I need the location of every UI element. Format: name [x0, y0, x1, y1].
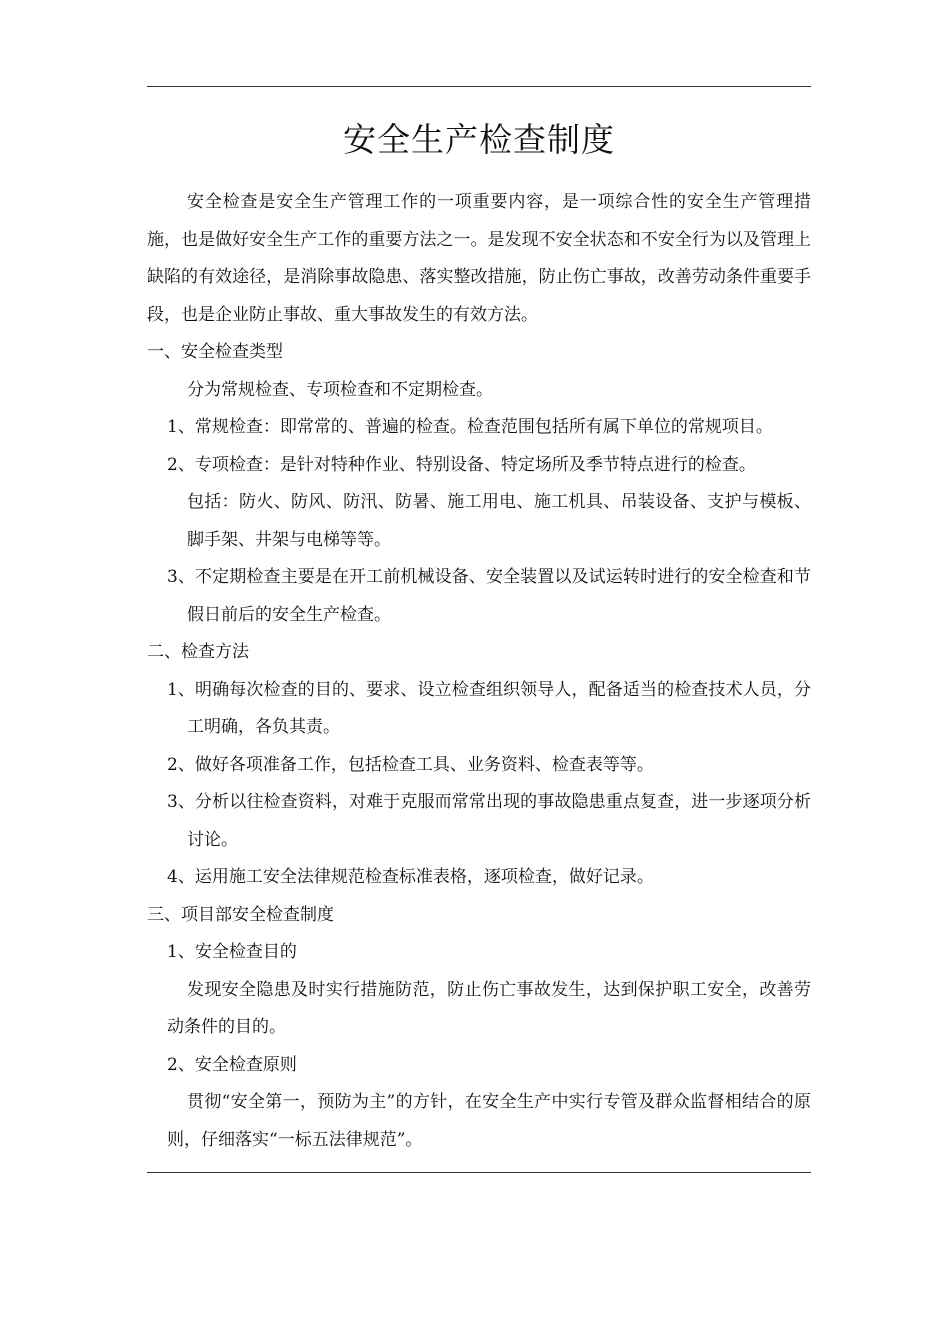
list-item: 3、不定期检查主要是在开工前机械设备、安全装置以及试运转时进行的安全检查和节假日前后的安全生产检查。 [167, 567, 811, 625]
subsection-principle-text: 贯彻“安全第一，预防为主”的方针，在安全生产中实行专管及群众监督相结合的原则，仔细落实“一标五法律规范”。 [167, 1092, 811, 1150]
header-rule [147, 86, 811, 87]
section-types-lead: 分为常规检查、专项检查和不定期检查。 [187, 379, 493, 400]
section-heading-methods: 二、检查方法 [147, 642, 249, 662]
list-item: 1、常规检查：即常常的、普遍的检查。检查范围包括所有属下单位的常规项目。 [167, 417, 773, 437]
list-item: 1、明确每次检查的目的、要求、设立检查组织领导人，配备适当的检查技术人员，分工明确，各负其责。 [167, 679, 811, 737]
list-item: 2、做好各项准备工作，包括检查工具、业务资料、检查表等等。 [167, 754, 654, 775]
section-heading-project-system: 三、项目部安全检查制度 [147, 904, 334, 925]
document-title: 安全生产检查制度 [343, 120, 615, 159]
footer-rule [147, 1172, 811, 1173]
document-body [147, 184, 811, 1159]
special-check-includes: 包括：防火、防风、防汛、防暑、施工用电、施工机具、吊装设备、支护与模板、脚手架、井架与电梯等等。 [187, 492, 811, 550]
subsection-purpose-text: 发现安全隐患及时实行措施防范，防止伤亡事故发生，达到保护职工安全，改善劳动条件的目的。 [167, 979, 811, 1037]
list-item: 3、分析以往检查资料，对难于克服而常常出现的事故隐患重点复查，进一步逐项分析讨论。 [167, 792, 811, 850]
list-item: 2、专项检查：是针对特种作业、特别设备、特定场所及季节特点进行的检查。 [167, 454, 756, 475]
subsection-heading-principle: 2、安全检查原则 [167, 1054, 297, 1075]
list-item: 4、运用施工安全法律规范检查标准表格，逐项检查，做好记录。 [167, 867, 654, 887]
subsection-heading-purpose: 1、安全检查目的 [167, 942, 297, 962]
section-heading-types: 一、安全检查类型 [147, 342, 283, 362]
intro-paragraph: 安全检查是安全生产管理工作的一项重要内容，是一项综合性的安全生产管理措施，也是做好安全生产工作的重要方法之一。是发现不安全状态和不安全行为以及管理上缺陷的有效途径，是消除事故隐患、落实整改措施，防止伤亡事故，改善劳动条件重要手段，也是企业防止事故、重大事故发生的有效方法。 [147, 192, 811, 325]
